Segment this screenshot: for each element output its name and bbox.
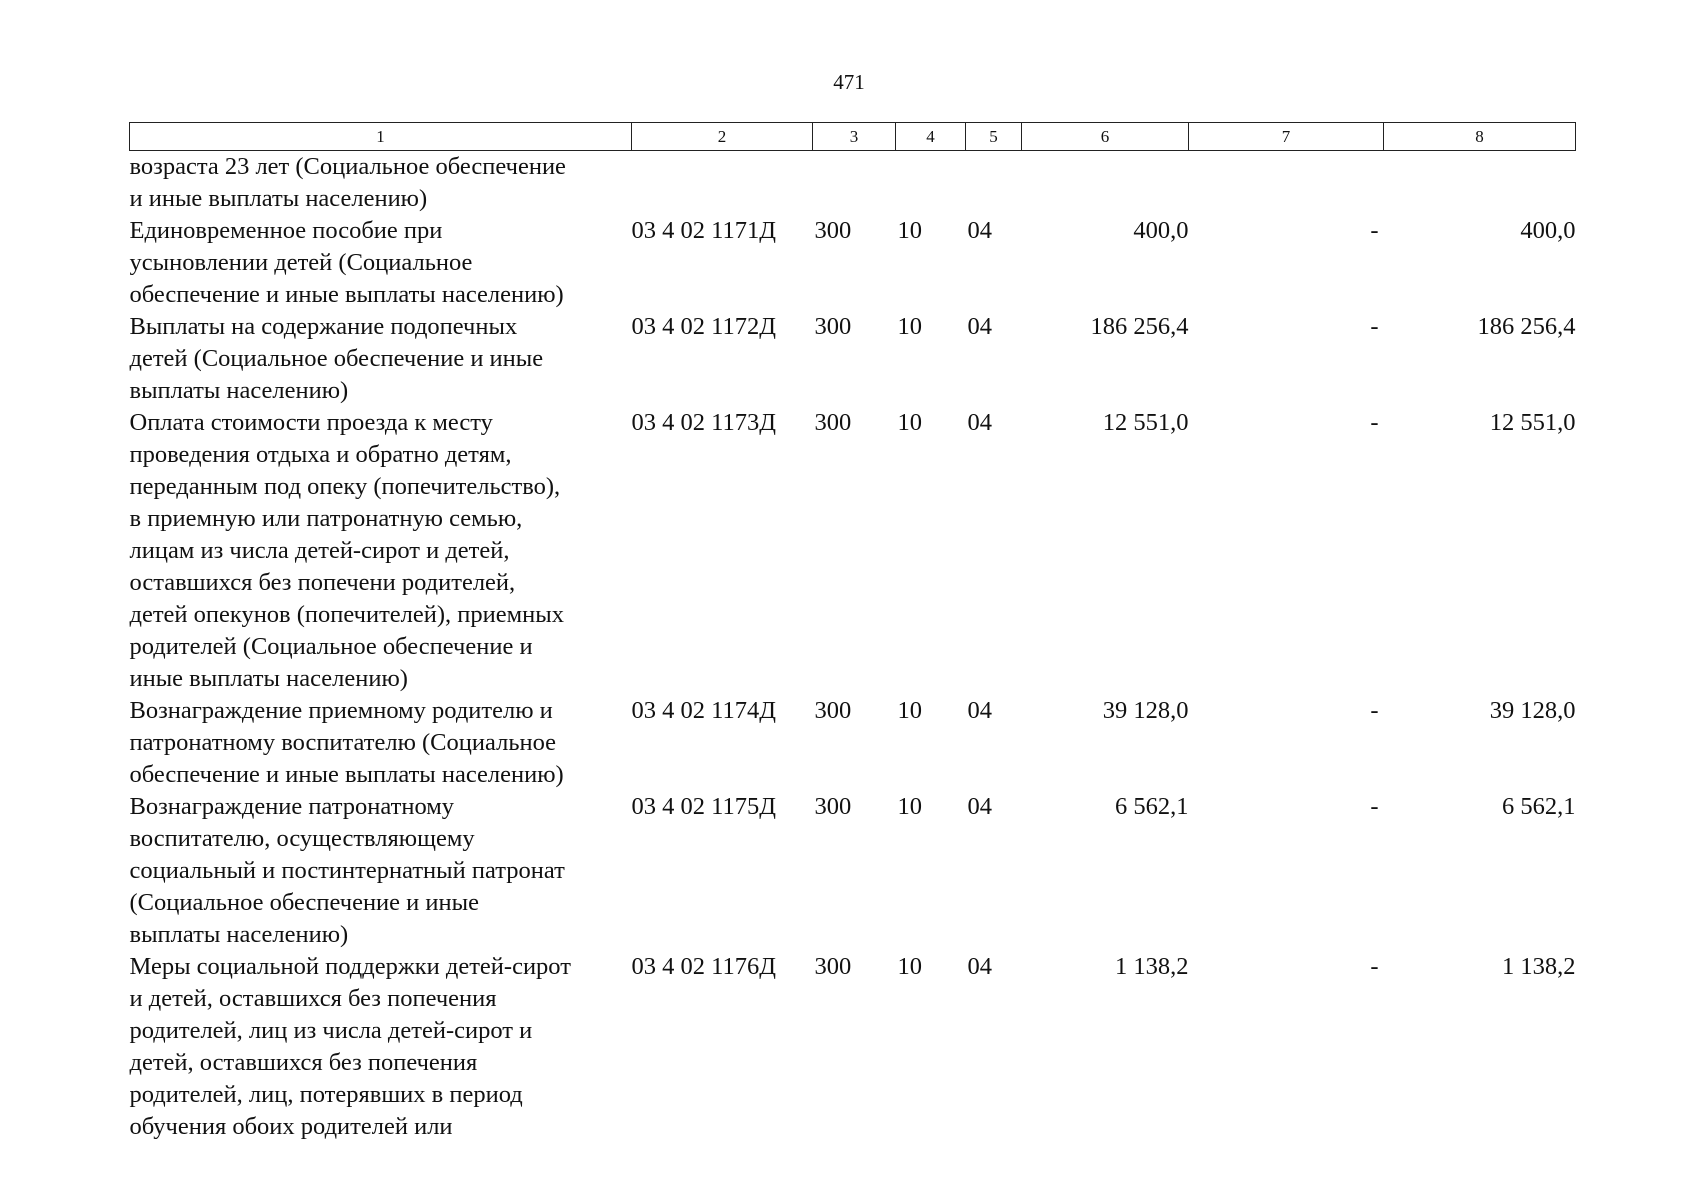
target-code-cell: 03 4 02 1173Д: [631, 409, 776, 436]
change-cell: -: [1370, 793, 1379, 820]
row-description: [130, 407, 632, 695]
section-cell: 10: [897, 953, 922, 980]
total-cell: 1 138,2: [1502, 953, 1576, 980]
expense-type-cell: 300: [814, 409, 852, 436]
section-cell: 10: [897, 313, 922, 340]
page-number: 471: [833, 70, 865, 94]
target-code-cell: 03 4 02 1176Д: [631, 953, 776, 980]
target-code-cell: 03 4 02 1171Д: [631, 217, 776, 244]
target-code-cell: 03 4 02 1174Д: [631, 697, 776, 724]
subsection-cell: 04: [967, 953, 992, 980]
description-line: выплаты населению): [129, 921, 349, 948]
change-cell: -: [1370, 217, 1379, 244]
description-line: Оплата стоимости проезда к месту: [129, 409, 493, 436]
description-line: детей опекунов (попечителей), приемных: [129, 601, 564, 628]
description-line: и иные выплаты населению): [129, 185, 428, 212]
subsection-cell: 04: [967, 217, 992, 244]
expense-type-cell: 300: [814, 793, 852, 820]
description-line: родителей (Социальное обеспечение и: [129, 633, 533, 660]
description-line: обеспечение и иные выплаты населению): [129, 761, 564, 788]
section-cell: 10: [897, 217, 922, 244]
column-header: 1: [130, 123, 632, 151]
description-line: переданным под опеку (попечительство),: [129, 473, 561, 500]
column-header: 8: [1384, 123, 1576, 151]
total-cell: 186 256,4: [1477, 313, 1576, 340]
section-cell: 10: [897, 697, 922, 724]
subsection-cell: 04: [967, 793, 992, 820]
expense-type-cell: 300: [814, 953, 852, 980]
subsection-cell: [966, 151, 1022, 216]
total-cell: [1384, 151, 1576, 216]
description-line: обеспечение и иные выплаты населению): [129, 281, 564, 308]
amount-cell: 39 128,0: [1102, 697, 1189, 724]
description-line: оставшихся без попечени родителей,: [129, 569, 516, 596]
expense-type-cell: 300: [814, 313, 852, 340]
description-line: иные выплаты населению): [129, 665, 408, 692]
row-description: [130, 215, 632, 311]
column-header: 3: [813, 123, 896, 151]
change-cell: -: [1370, 953, 1379, 980]
description-line: Вознаграждение патронатному: [129, 793, 454, 820]
description-line: родителей, лиц из числа детей-сирот и: [129, 1017, 533, 1044]
description-line: детей (Социальное обеспечение и иные: [129, 345, 544, 372]
description-line: Вознаграждение приемному родителю и: [129, 697, 553, 724]
total-cell: 12 551,0: [1489, 409, 1576, 436]
description-line: Меры социальной поддержки детей-сирот: [129, 953, 571, 980]
subsection-cell: 04: [967, 409, 992, 436]
expense-type-cell: 300: [814, 697, 852, 724]
target-code-cell: [632, 151, 813, 216]
section-cell: [896, 151, 966, 216]
total-cell: 39 128,0: [1489, 697, 1576, 724]
description-line: проведения отдыха и обратно детям,: [129, 441, 512, 468]
column-header: 6: [1022, 123, 1189, 151]
description-line: Единовременное пособие при: [129, 217, 443, 244]
description-line: и детей, оставшихся без попечения: [129, 985, 497, 1012]
description-line: усыновлении детей (Социальное: [129, 249, 473, 276]
row-description: [130, 951, 632, 1143]
table-row: [130, 791, 1576, 951]
expense-type-cell: [813, 151, 896, 216]
column-header: 7: [1189, 123, 1384, 151]
description-line: обучения обоих родителей или: [129, 1113, 453, 1140]
column-number-header-row: [130, 123, 1576, 151]
total-cell: 6 562,1: [1502, 793, 1576, 820]
table-row: [130, 695, 1576, 791]
table-row: [130, 951, 1576, 1143]
change-cell: -: [1370, 697, 1379, 724]
amount-cell: [1022, 151, 1189, 216]
table-row: [130, 311, 1576, 407]
column-header: 2: [632, 123, 813, 151]
description-line: патронатному воспитателю (Социальное: [129, 729, 557, 756]
table-row: [130, 151, 1576, 216]
total-cell: 400,0: [1520, 217, 1576, 244]
target-code-cell: 03 4 02 1172Д: [631, 313, 776, 340]
amount-cell: 1 138,2: [1115, 953, 1189, 980]
table-row: [130, 407, 1576, 695]
change-cell: -: [1370, 409, 1379, 436]
description-line: социальный и постинтернатный патронат: [129, 857, 565, 884]
section-cell: 10: [897, 409, 922, 436]
description-line: детей, оставшихся без попечения: [129, 1049, 478, 1076]
change-cell: [1189, 151, 1384, 216]
column-header: 4: [896, 123, 966, 151]
column-header: 5: [966, 123, 1022, 151]
description-line: выплаты населению): [129, 377, 349, 404]
amount-cell: 186 256,4: [1090, 313, 1189, 340]
change-cell: -: [1370, 313, 1379, 340]
row-description: [130, 311, 632, 407]
description-line: (Социальное обеспечение и иные: [129, 889, 479, 916]
description-line: родителей, лиц, потерявших в период: [129, 1081, 523, 1108]
description-line: лицам из числа детей-сирот и детей,: [129, 537, 510, 564]
row-description: [130, 791, 632, 951]
row-description: [130, 151, 632, 216]
amount-cell: 12 551,0: [1102, 409, 1189, 436]
budget-table: [129, 122, 1576, 1143]
section-cell: 10: [897, 793, 922, 820]
description-line: Выплаты на содержание подопечных: [129, 313, 518, 340]
description-line: возраста 23 лет (Социальное обеспечение: [129, 153, 566, 180]
table-row: [130, 215, 1576, 311]
amount-cell: 6 562,1: [1115, 793, 1189, 820]
subsection-cell: 04: [967, 697, 992, 724]
row-description: [130, 695, 632, 791]
subsection-cell: 04: [967, 313, 992, 340]
amount-cell: 400,0: [1133, 217, 1189, 244]
description-line: в приемную или патронатную семью,: [129, 505, 523, 532]
description-line: воспитателю, осуществляющему: [129, 825, 475, 852]
expense-type-cell: 300: [814, 217, 852, 244]
target-code-cell: 03 4 02 1175Д: [631, 793, 776, 820]
